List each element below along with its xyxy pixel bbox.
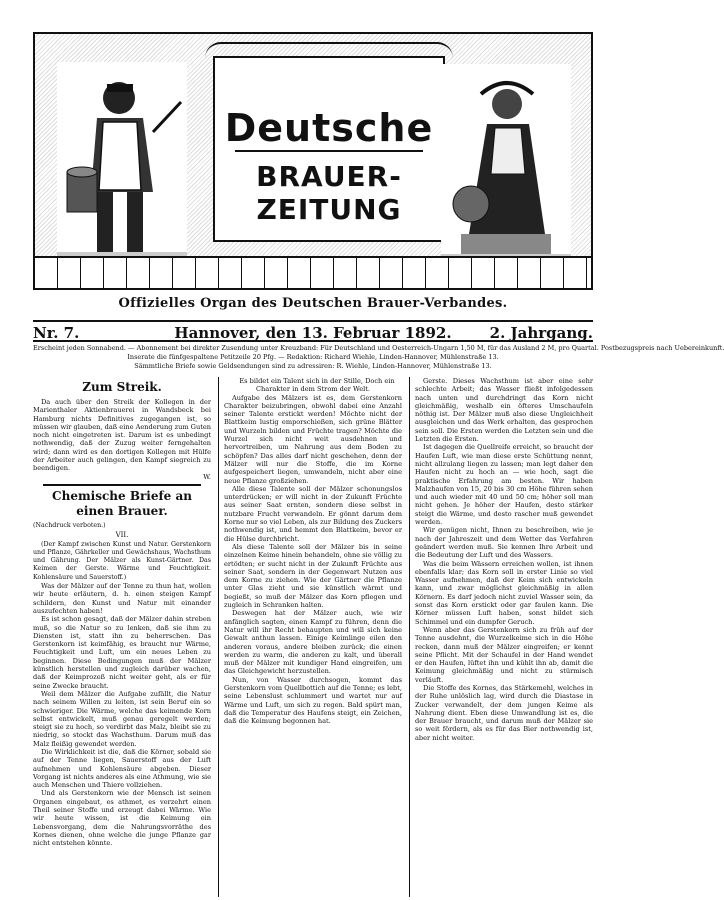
paragraph: Weil dem Mälzer die Aufgabe zufällt, die Natur nach seinem Willen zu leiten, ist sein Beruf ein so schwieriger. Die Wärme, welche das keimende Korn selbst entwickelt, muß genau geregelt werden; steigt sie zu hoch, so verdirbt das Malz, bleibt sie zu niedrig, so stockt das Wachsthum. Darum muß das Malz fleißig gewendet werden.	[33, 689, 211, 748]
paragraph: Ist dagegen die Quellreife erreicht, so braucht der Haufen Luft, wie man diese erste Schüttung nennt, nicht allzulang liegen zu lassen; man legt daher den Haufen nicht zu hoch an — wie hoch, sagt die praktische Erfahrung am besten. Wir haben Malzhaufen von 15, 20 bis 30 cm Höhe führen sehen und auch wieder mit 40 und 50 cm; höher soll man nicht gehen. Je höher der Haufen, desto stärker steigt die Wärme, und desto rascher muß gewendet werden.	[415, 443, 593, 527]
brewer-figure-illustration	[57, 62, 187, 276]
issue-number: Nr. 7.	[33, 324, 80, 342]
paragraph: Aufgabe des Mälzers ist es, dem Gerstenkorn Charakter beizubringen, obwohl dabei eine Anzahl seiner Talente erstickt werden! Möchte nicht der Blattkeim lustig emporschießen, sich grüne Blätter und Wurzeln bilden und Früchte tragen? Möchte die Wurzel sich nicht weit ausdehnen und hervortreiben, um Nahrung aus dem Boden zu schöpfen? Das alles darf nicht geschehen, denn der Mälzer will nur die Stoffe, die im Korne aufgespeichert liegen, umwandeln, nicht aber eine neue Pflanze großziehen.	[224, 393, 402, 485]
masthead-subtitle: Offizielles Organ des Deutschen Brauer-Verbandes.	[118, 296, 508, 311]
column-rule	[218, 377, 219, 897]
paragraph: Es ist schon gesagt, daß der Mälzer dahin streben muß, so die Natur so zu lenken, daß sie ihm zu Diensten ist, statt ihn zu beherrschen. Das Gerstenkorn ist keimfähig, es braucht nur Wärme, Feuchtigkeit und Luft, um ein neues Leben zu beginnen. Diese Bedingungen muß der Mälzer künstlich herstellen und zugleich darüber wachen, daß der Keimprozeß nicht weiter geht, als er für seine Zwecke braucht.	[33, 615, 211, 690]
paragraph: Was die beim Wässern erreichen wollen, ist ihnen ebenfalls klar; das Korn soll in erster Linie so viel Wasser aufnehmen, daß der Keim sich entwickeln kann, und zwar möglichst gleichmäßig in allen Körnern. Es darf jedoch nicht zuviel Wasser sein, da sonst das Korn erstickt oder gar faulen kann. Die Körner müssen Luft haben, sonst bildet sich Schimmel und ein dumpfer Geruch.	[415, 559, 593, 626]
issue-year: 2. Jahrgang.	[489, 324, 593, 342]
paragraph: Gerste. Dieses Wachsthum ist aber eine sehr schlechte Arbeit; das Wasser fließt infolgedessen nach unten und durchdringt das Korn nicht gleichmäßig, weshalb ein öfteres Umschaufeln nöthig ist. Der Mälzer muß also diese Ungleichheit ausgleichen und das Werk erhalten, das gesprochen sein soll. Die Ersten werden die Letzten sein und die Letzten die Ersten.	[415, 377, 593, 444]
article-heading-streik: Zum Streik.	[82, 380, 162, 394]
masthead-floor	[35, 256, 591, 288]
paragraph: Es bildet ein Talent sich in der Stille, Doch ein Charakter in dem Strom der Welt.	[239, 377, 395, 394]
signature: W.	[203, 472, 211, 481]
masthead-illustration	[33, 32, 593, 290]
title-divider	[235, 150, 423, 152]
masthead-title-line2: BRAUER-ZEITUNG	[256, 160, 402, 226]
chapter-number: VII.	[115, 531, 129, 540]
issue-date: Hannover, den 13. Februar 1892.	[174, 324, 452, 342]
paragraph: Die Stoffe des Kornes, das Stärkemehl, welches in der Ruhe unlöslich lag, wird durch die Diastase in Zucker verwandelt, der dem jungen Keime als Nahrung dient. Eben diese Umwandlung ist es, die der Brauer braucht, und darum muß der Mälzer sie so weit fördern, als es für das Bier nothwendig ist, aber nicht weiter.	[415, 683, 593, 742]
paragraph: Wir genügen nicht, Ihnen zu beschreiben, wie je nach der Jahreszeit und dem Wetter das Verfahren geändert werden muß. Sie kennen Ihre Arbeit und die Bedeutung der Luft und des Wassers.	[415, 526, 593, 560]
paragraph: Als diese Talente soll der Mälzer bis in seine einzelnen Keime hinein behandeln, ohne sie völlig zu ertödten; er sucht nicht in der Zukunft Früchte aus seiner Saat, sondern in der Gegenwart Nutzen aus dem Korne zu ziehen. Wie der Gärtner die Pflanze unter Glas zieht und sie künstlich wärmt und begießt, so muß der Mälzer das Korn pflegen und zugleich in Schranken halten.	[224, 542, 402, 610]
column-1	[33, 377, 211, 897]
chapter-summary: (Der Kampf zwischen Kunst und Natur. Gerstenkorn und Pflanze, Gährkeller und Gewächshaus, Wachsthum und Gährung. Der Mälzer als Kunst-Gärtner. Das Keimen der Gerste. Wärme und Feuchtigkeit. Kohlensäure und Sauerstoff.)	[33, 540, 211, 581]
issue-bar	[33, 320, 593, 342]
paragraph: Da auch über den Streik der Kollegen in der Marienthaler Aktienbrauerei in Wandsbeck bei Hamburg nichts Definitives zugegangen ist, so müssen wir glauben, daß eine Aenderung zum Guten noch nicht eingetreten ist. Darum ist es unbedingt nothwendig, daß der Zuzug weiter ferngehalten wird; dann wird es den dortigen Kollegen mit Hülfe der Arbeiter auch gelingen, den Kampf siegreich zu beendigen.	[33, 398, 211, 473]
notice-line-2: Inserate die fünfgespaltene Petitzeile 20 Pfg. — Redaktion: Richard Wiehle, Linden-Hannover, Mühlenstraße 13.	[127, 353, 499, 361]
paragraph: Was der Mälzer auf der Tenne zu thun hat, wollen wir heute erläutern, d. h. einen steigen Kampf schildern, den Kunst und Natur mit einander auszufechten haben!	[33, 582, 211, 615]
paragraph: Nun, von Wasser durchsogen, kommt das Gerstenkorn vom Quellbottich auf die Tenne; es lebt, seine Lebenslust schlummert und wartet nur auf Wärme und Luft, um sich zu regen. Bald spürt man, daß die Temperatur des Haufens steigt, ein Zeichen, daß die Keimung begonnen hat.	[224, 675, 402, 726]
woman-figure-illustration	[441, 64, 571, 278]
paragraph: Deswegen hat der Mälzer auch, wie wir anfänglich sagten, einen Kampf zu führen, denn die Natur will ihr Recht behaupten und will sich keine Gewalt anthun lassen. Einige Keimlinge eilen den anderen voraus, andere bleiben zurück; die einen werden zu warm, die anderen zu kalt, und überall muß der Mälzer mit kundiger Hand eingreifen, um das Gleichgewicht herzustellen.	[224, 609, 402, 676]
column-2	[224, 377, 402, 897]
notice-line-1: Erscheint jeden Sonnabend. — Abonnement bei direkter Zusendung unter Kreuzband: Für Deutschland und Oesterreich-Ungarn 1,50 M, für das Ausland 2 M, pro Quartal. Postbezugspreis nach Uebereinkunft.	[33, 344, 724, 352]
notice-line-3: Sämmtliche Briefe sowie Geldsendungen sind zu adressiren: R. Wiehle, Linden-Hannover, Mühlenstraße 13.	[134, 362, 492, 370]
floor-tiles	[35, 258, 591, 288]
reprint-note: (Nachdruck verboten.)	[33, 521, 106, 529]
column-3	[415, 377, 593, 897]
paragraph: Wenn aber das Gerstenkorn sich zu früh auf der Tenne ausdehnt, die Wurzelkeime sich in die Höhe recken, dann muß der Mälzer eingreifen; er kennt seine Pflicht. Mit der Schaufel in der Hand wendet er den Haufen, lüftet ihn und kühlt ihn ab, damit die Keimung gleichmäßig und nicht zu stürmisch verläuft.	[415, 625, 593, 684]
paragraph: Alle diese Talente soll der Mälzer schonungslos unterdrücken; er will nicht in der Zukunft Früchte aus seiner Saat ernten, sondern diese selbst in nutzbare Frucht verwandeln. Er gönnt darum dem Korne nur so viel Leben, als zur Bildung des Zuckers nothwendig ist, und hemmt den Blattkeim, bevor er die Hülse durchbricht.	[224, 484, 402, 543]
article-heading-chemische-briefe: Chemische Briefe an einen Brauer.	[52, 488, 192, 518]
title-panel	[213, 56, 445, 242]
column-rule	[409, 377, 410, 897]
masthead-title-line1: Deutsche	[224, 106, 434, 150]
article-columns	[33, 377, 593, 897]
subscription-notice	[33, 344, 724, 371]
paragraph: Die Wirklichkeit ist die, daß die Körner, sobald sie auf der Tenne liegen, Sauerstoff aus der Luft aufnehmen und Kohlensäure abgeben. Dieser Vorgang ist nichts anderes als eine Athmung, wie sie auch Menschen und Thiere vollziehen.	[33, 747, 211, 790]
paragraph: Und als Gerstenkorn wie der Mensch ist seinen Organen eingebaut, es athmet, es verzehrt einen Theil seiner Stoffe und erzeugt dabei Wärme. Wie wir heute wissen, ist die Keimung ein Lebensvorgang, dem die Nahrungsvorräthe des Kornes dienen, ohne welche die junge Pflanze gar nicht entstehen könnte.	[33, 789, 211, 848]
article-divider	[43, 484, 201, 486]
